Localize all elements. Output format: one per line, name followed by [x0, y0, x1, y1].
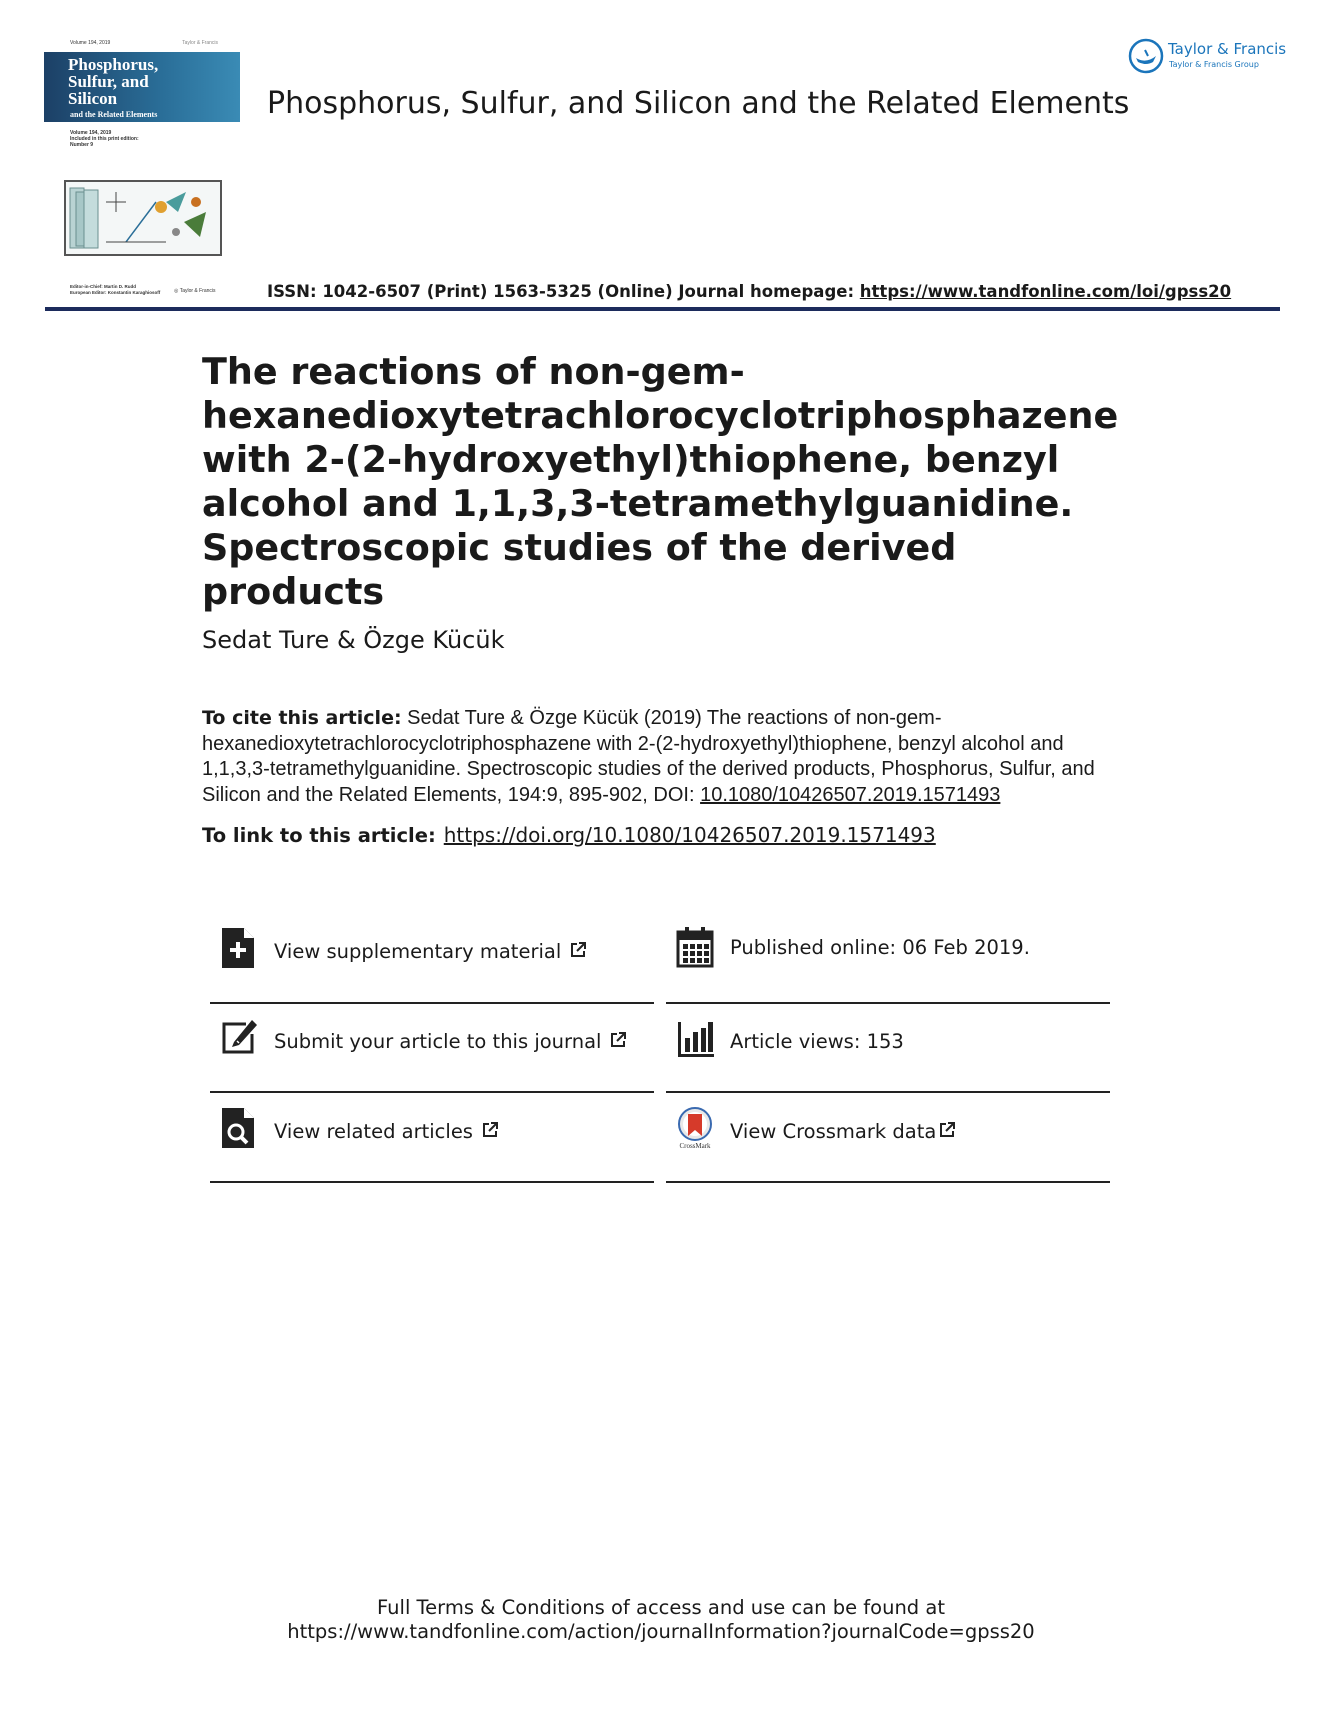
search-document-icon: [220, 1106, 258, 1150]
publisher-lamp-icon: [1128, 38, 1164, 74]
cover-subtitle: and the Related Elements: [70, 110, 158, 119]
related-articles-label: View related articles: [274, 1120, 473, 1143]
external-link-icon: [609, 1031, 627, 1049]
journal-title: Phosphorus, Sulfur, and Silicon and the Related Elements: [267, 86, 1130, 121]
header-divider: [45, 307, 1280, 311]
terms-footer: [0, 1596, 1322, 1644]
info-divider: [666, 1002, 1110, 1004]
external-link-icon: [938, 1121, 956, 1139]
publisher-logo[interactable]: [1128, 38, 1288, 78]
supplementary-label: View supplementary material: [274, 940, 562, 963]
issn-line: ISSN: 1042-6507 (Print) 1563-5325 (Online) Journal homepage: https://www.tandfonline.com/loi/gpss20: [267, 282, 1232, 301]
publisher-group: Taylor & Francis Group: [1169, 60, 1259, 69]
crossmark-caption: CrossMark: [679, 1142, 711, 1150]
article-link-label: To link to this article:: [202, 824, 436, 847]
file-plus-icon: [220, 926, 258, 970]
crossmark-label: View Crossmark data: [730, 1120, 937, 1143]
cover-illustration: [64, 180, 222, 256]
article-doi-url[interactable]: https://doi.org/10.1080/10426507.2019.1571493: [443, 823, 936, 847]
info-divider: [666, 1181, 1110, 1183]
published-online-text: Published online: 06 Feb 2019.: [730, 936, 1030, 959]
publisher-name: Taylor & Francis: [1168, 40, 1287, 58]
info-divider: [210, 1181, 654, 1183]
cover-title: Phosphorus, Sulfur, and Silicon: [68, 55, 159, 108]
citation-text: Sedat Ture & Özge Kücük (2019) The reactions of non-gem-hexanedioxytetrachlorocyclotriphosphazene with 2-(2-hydroxyethyl)thiophene, benzyl alcohol and 1,1,3,3-tetramethylguanidine. Spectroscopic studies of the derived products, Phosphorus, Sulfur, and Silicon and the Related Elements, 194:9, 895-902, DOI:: [202, 707, 1095, 806]
journal-cover: [44, 38, 240, 295]
submit-article-label: Submit your article to this journal: [274, 1030, 602, 1053]
calendar-icon: [676, 926, 714, 970]
info-divider: [666, 1091, 1110, 1093]
terms-line-1: Full Terms & Conditions of access and use can be found at: [377, 1596, 945, 1619]
info-divider: [210, 1002, 654, 1004]
terms-url[interactable]: https://www.tandfonline.com/action/journalInformation?journalCode=gpss20: [287, 1620, 1035, 1643]
cover-note: Volume 194, 2019 Included in this print edition: Number 9: [70, 130, 139, 148]
bar-chart-icon: [676, 1016, 714, 1060]
crossmark-item[interactable]: [666, 1106, 1112, 1192]
article-link-line: [202, 823, 936, 847]
article-authors: Sedat Ture & Özge Kücük: [202, 626, 505, 654]
supplementary-material-item[interactable]: [210, 926, 656, 1012]
published-online-item: [666, 926, 1112, 1012]
article-title: The reactions of non-gem-hexanedioxytetrachlorocyclotriphosphazene with 2-(2-hydroxyethyl)thiophene, benzyl alcohol and 1,1,3,3-tetramethylguanidine. Spectroscopic studies of the derived products: [202, 350, 1119, 613]
citation-block: [202, 706, 1122, 808]
external-link-icon: [569, 941, 587, 959]
external-link-icon: [481, 1121, 499, 1139]
info-divider: [210, 1091, 654, 1093]
submit-article-item[interactable]: [210, 1016, 656, 1102]
cover-volume: Volume 194, 2019: [70, 40, 111, 46]
cover-publisher: Taylor & Francis: [182, 40, 218, 46]
edit-icon: [220, 1016, 258, 1060]
related-articles-item[interactable]: [210, 1106, 656, 1192]
citation-label: To cite this article:: [202, 707, 402, 729]
cover-editors: Editor-in-Chief: Martin D. Rudd European Editor: Konstantin Karaghiosoff: [70, 284, 161, 295]
cover-brand: ◎ Taylor & Francis: [174, 288, 216, 294]
crossmark-icon: [676, 1106, 714, 1150]
citation-doi-link[interactable]: 10.1080/10426507.2019.1571493: [700, 783, 1001, 806]
journal-homepage-link[interactable]: https://www.tandfonline.com/loi/gpss20: [859, 282, 1232, 301]
cover-brand-icon: ◎: [174, 288, 179, 294]
article-views-text: Article views: 153: [730, 1030, 904, 1053]
article-views-item: [666, 1016, 1112, 1102]
